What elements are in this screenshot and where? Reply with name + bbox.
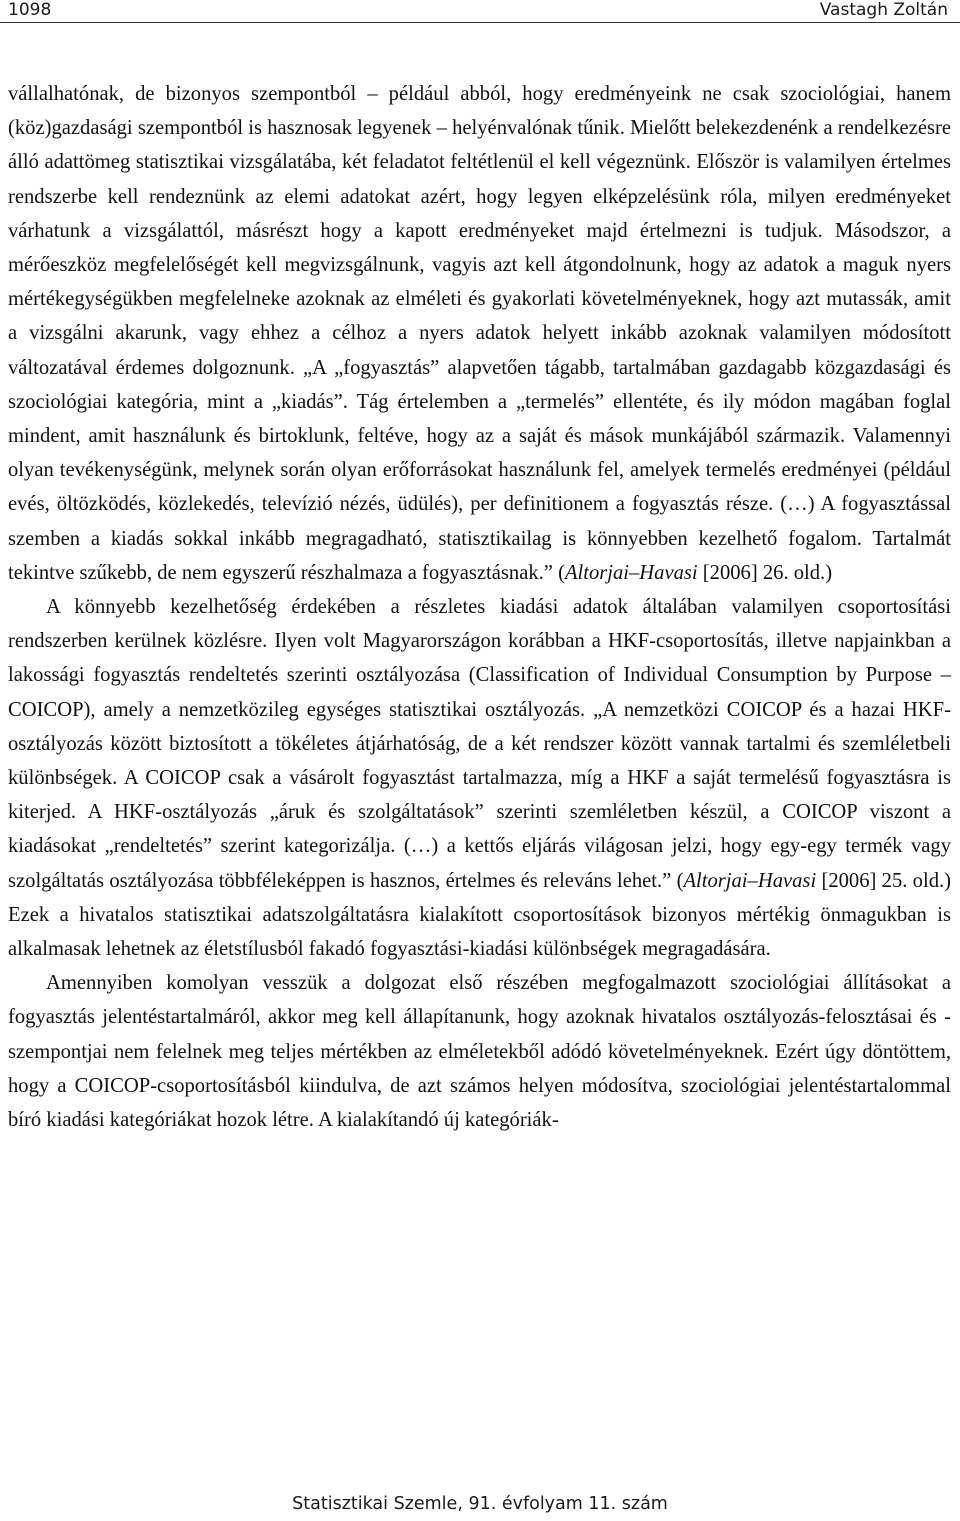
running-footer [0, 1494, 960, 1514]
paragraph [8, 77, 951, 590]
page-number: 1098 [8, 0, 52, 20]
text-run: vállalhatónak, de bizonyos szempontból – például abból, hogy eredményeink ne csak szociológiai, hanem (köz)gazdasági szempontból is hasznosak legyenek – helyénvalónak tűnik. Mielőtt belekezdenénk a rendelkezésre álló adattömeg statisztikai vizsgálatába, két feladatot feltétlenül el kell végeznünk. Először is valamilyen értelmes rendszerbe kell rendeznünk az elemi adatokat azért, hogy legyen elképzelésünk róla, milyen eredményeket várhatunk a vizsgálattól, másrészt hogy a kapott eredményeket majd értelmezni is tudjuk. Másodszor, a mérőeszköz megfelelőségét kell megvizsgálnunk, vagyis azt kell átgondolnunk, hogy az adatok a maguk nyers mértékegységükben megfelelneke azoknak az elméleti és gyakorlati követelményeknek, hogy azt mutassák, amit a vizsgálni akarunk, vagy ehhez a célhoz a nyers adatok helyett inkább azoknak valamilyen módosított változatával érdemes dolgoznunk. „A „fogyasztás” alapvetően tágabb, tartalmában gazdagabb közgazdasági és szociológiai kategória, mint a „kiadás”. Tág értelemben a „termelés” ellentéte, és ily módon magában foglal mindent, amit használunk és birtoklunk, feltéve, hogy az a saját és mások munkájából származik. Valamennyi olyan tevékenységünk, melynek során olyan erőforrásokat használunk fel, amelyek termelés eredményei (például evés, öltözködés, közlekedés, televízió nézés, üdülés), per definitionem a fogyasztás része. (…) A fogyasztással szemben a kiadás sokkal inkább megragadható, statisztikailag is könnyebben kezelhető fogalom. Tartalmát tekintve szűkebb, de nem egyszerű részhalmaza a fogyasztásnak.” ( [8, 83, 951, 584]
text-run: Amennyiben komolyan vesszük a dolgozat első részében megfogalmazott szociológiai állításokat a fogyasztás jelentéstartalmáról, akkor meg kell állapítanunk, hogy azoknak hivatalos osztályozás-felosztásai és -szempontjai nem felelnek meg teljes mértékben az elméletekből adódó követelményeknek. Ezért úgy döntöttem, hogy a COICOP-csoportosításból kiindulva, de azt számos helyen módosítva, szociológiai jelentéstartalommal bíró kiadási kategóriákat hozok létre. A kialakítandó új kategóriák- [8, 972, 951, 1132]
citation-authors: Altorjai–Havasi [683, 869, 817, 892]
citation-authors: Altorjai–Havasi [564, 561, 698, 584]
journal-citation: Statisztikai Szemle, 91. évfolyam 11. szám [292, 1494, 668, 1514]
article-body [8, 77, 951, 1137]
text-run: [2006] 25. old.) Ezek a hivatalos statisztikai adatszolgáltatásra kialakított csoportosítások bizonyos mértékig önmagukban is alkalmasak lehetnek az életstílusból fakadó fogyasztási-kiadási különbségek megragadására. [8, 869, 952, 961]
header-divider [0, 22, 960, 23]
paragraph [8, 966, 951, 1137]
text-run: [2006] 26. old.) [697, 561, 833, 584]
paragraph [8, 590, 951, 966]
running-header-author: Vastagh Zoltán [819, 0, 948, 20]
text-run: A könnyebb kezelhetőség érdekében a részletes kiadási adatok általában valamilyen csoportosítási rendszerben kerülnek közlésre. Ilyen volt Magyarországon korábban a HKF-csoportosítás, illetve napjainkban a lakossági fogyasztás rendeltetés szerinti osztályozása (Classification of Individual Consumption by Purpose – COICOP), amely a nemzetközileg egységes statisztikai osztályozás. „A nemzetközi COICOP és a hazai HKF-osztályozás között biztosított a tökéletes átjárhatóság, de a két rendszer között vannak tartalmi és szemléletbeli különbségek. A COICOP csak a vásárolt fogyasztást tartalmazza, míg a HKF a saját termelésű fogyasztásra is kiterjed. A HKF-osztályozás „áruk és szolgáltatások” szerinti szemléletben készül, a COICOP viszont a kiadásokat „rendeltetés” szerint kategorizálja. (…) a kettős eljárás világosan jelzi, hogy egy-egy termék vagy szolgáltatás osztályozása többféleképpen is hasznos, értelmes és releváns lehet.” ( [8, 596, 951, 892]
